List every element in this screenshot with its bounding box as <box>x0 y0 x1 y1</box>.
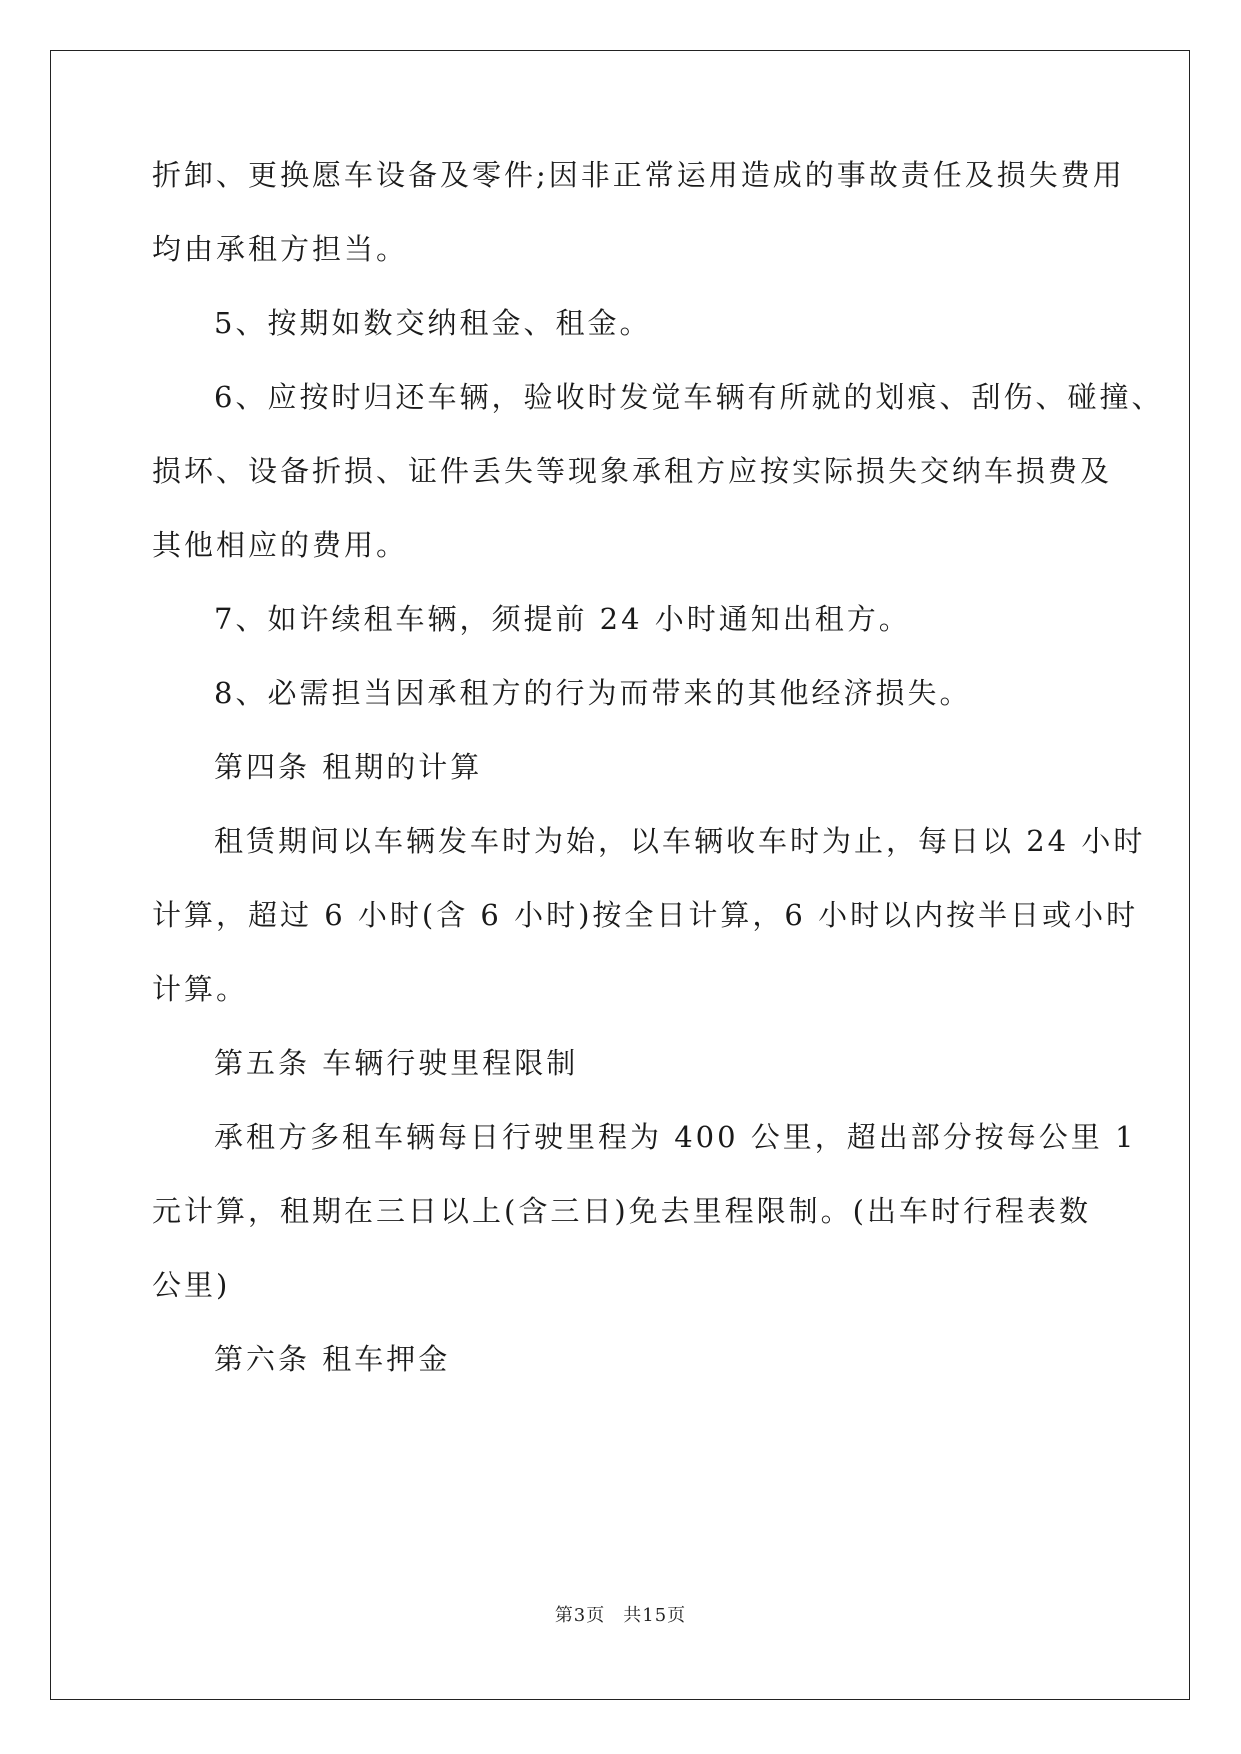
page-number-current: 第3页 <box>554 1605 606 1626</box>
text-line: 公里) <box>152 1268 231 1302</box>
page-number-total: 共15页 <box>623 1605 687 1626</box>
page-footer <box>0 1601 1241 1627</box>
section-heading-6: 第六条 租车押金 <box>214 1342 451 1376</box>
paragraph: 租赁期间以车辆发车时为始，以车辆收车时为止，每日以 24 小时 <box>214 824 1146 858</box>
text-line: 其他相应的费用。 <box>152 528 409 562</box>
paragraph: 承租方多租车辆每日行驶里程为 400 公里，超出部分按每公里 1 <box>214 1120 1137 1154</box>
section-heading-4: 第四条 租期的计算 <box>214 750 483 784</box>
list-item-7: 7、如许续租车辆，须提前 24 小时通知出租方。 <box>214 602 911 636</box>
page-border <box>50 50 1190 1700</box>
list-item-5: 5、按期如数交纳租金、租金。 <box>214 306 652 340</box>
text-line: 计算。 <box>152 972 249 1006</box>
text-line: 折卸、更换愿车设备及零件;因非正常运用造成的事故责任及损失费用 <box>152 158 1125 192</box>
text-line: 元计算，租期在三日以上(含三日)免去里程限制。(出车时行程表数 <box>152 1194 1091 1228</box>
text-line: 损坏、设备折损、证件丢失等现象承租方应按实际损失交纳车损费及 <box>152 454 1113 488</box>
list-item-8: 8、必需担当因承租方的行为而带来的其他经济损失。 <box>214 676 972 710</box>
list-item-6: 6、应按时归还车辆，验收时发觉车辆有所就的划痕、刮伤、碰撞、 <box>214 380 1164 414</box>
text-line: 计算，超过 6 小时(含 6 小时)按全日计算，6 小时以内按半日或小时 <box>152 898 1139 932</box>
section-heading-5: 第五条 车辆行驶里程限制 <box>214 1046 579 1080</box>
text-line: 均由承租方担当。 <box>152 232 409 266</box>
